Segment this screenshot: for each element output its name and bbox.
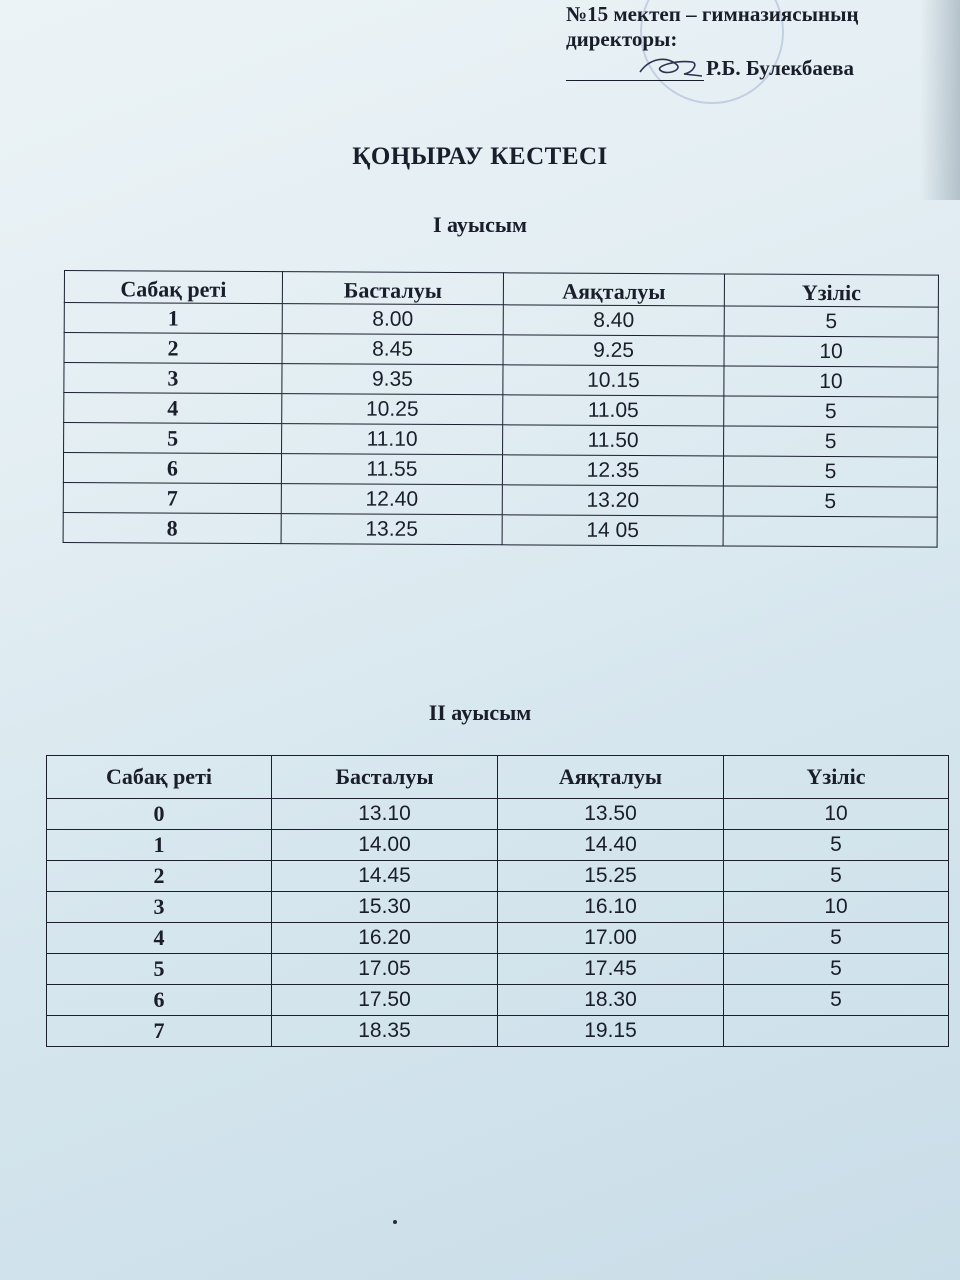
- signature-icon: [636, 52, 706, 82]
- end-time: 13.50: [498, 799, 724, 830]
- lesson-number: 2: [64, 333, 282, 364]
- col-header-start: Басталуы: [282, 272, 503, 305]
- break-minutes: 5: [724, 306, 938, 337]
- end-time: 18.30: [498, 985, 724, 1016]
- col-header-break: Үзіліс: [724, 274, 938, 307]
- signatory-name: Р.Б. Булекбаева: [706, 56, 855, 80]
- table-row: [47, 830, 949, 861]
- break-minutes: 5: [723, 456, 937, 487]
- table-row: [64, 333, 938, 368]
- table-row: [47, 861, 949, 892]
- approval-header: [566, 2, 926, 81]
- start-time: 17.50: [272, 985, 498, 1016]
- paper-speck: [393, 1220, 397, 1224]
- lesson-number: 6: [47, 985, 272, 1016]
- break-minutes: 10: [724, 336, 938, 367]
- table-row: [63, 512, 937, 547]
- start-time: 10.25: [282, 394, 503, 425]
- break-minutes: 10: [724, 799, 949, 830]
- start-time: 17.05: [272, 954, 498, 985]
- start-time: 8.45: [282, 334, 503, 365]
- table-header-row: [47, 756, 949, 799]
- table-row: [47, 1016, 949, 1047]
- lesson-number: 1: [64, 303, 282, 334]
- lesson-number: 5: [47, 954, 272, 985]
- signature-line: [566, 68, 704, 81]
- col-header-end: Аяқталуы: [498, 756, 724, 799]
- end-time: 15.25: [498, 861, 724, 892]
- start-time: 8.00: [282, 304, 503, 335]
- lesson-number: 1: [47, 830, 272, 861]
- start-time: 18.35: [272, 1016, 498, 1047]
- lesson-number: 4: [64, 393, 282, 424]
- shift2-table: [46, 755, 949, 1047]
- lesson-number: 2: [47, 861, 272, 892]
- end-time: 17.00: [498, 923, 724, 954]
- table-row: [64, 393, 938, 428]
- table-row: [47, 799, 949, 830]
- lesson-number: 5: [64, 423, 282, 454]
- director-label: директоры:: [566, 27, 678, 51]
- lesson-number: 7: [63, 482, 281, 513]
- end-time: 10.15: [503, 365, 724, 396]
- start-time: 13.10: [272, 799, 498, 830]
- lesson-number: 4: [47, 923, 272, 954]
- break-minutes: 5: [724, 426, 938, 457]
- start-time: 14.45: [272, 861, 498, 892]
- col-header-break: Үзіліс: [724, 756, 949, 799]
- break-minutes: 5: [724, 985, 949, 1016]
- break-minutes: 5: [724, 830, 949, 861]
- start-time: 14.00: [272, 830, 498, 861]
- lesson-number: 8: [63, 512, 281, 543]
- break-minutes: 5: [724, 954, 949, 985]
- lesson-number: 3: [47, 892, 272, 923]
- col-header-end: Аяқталуы: [503, 273, 724, 306]
- col-header-lesson: Сабақ реті: [47, 756, 272, 799]
- end-time: 19.15: [498, 1016, 724, 1047]
- end-time: 14 05: [502, 515, 723, 546]
- end-time: 12.35: [502, 455, 723, 486]
- col-header-start: Басталуы: [272, 756, 498, 799]
- end-time: 8.40: [503, 305, 724, 336]
- break-minutes: 5: [724, 923, 949, 954]
- lesson-number: 0: [47, 799, 272, 830]
- break-minutes: [724, 1016, 949, 1047]
- end-time: 13.20: [502, 485, 723, 516]
- start-time: 12.40: [281, 484, 502, 515]
- start-time: 11.55: [281, 454, 502, 485]
- signature-row: [566, 56, 926, 81]
- start-time: 15.30: [272, 892, 498, 923]
- end-time: 11.50: [503, 425, 724, 456]
- table-row: [64, 303, 938, 338]
- lesson-number: 7: [47, 1016, 272, 1047]
- lesson-number: 3: [64, 363, 282, 394]
- break-minutes: 10: [724, 366, 938, 397]
- table-row: [47, 954, 949, 985]
- table-row: [64, 363, 938, 398]
- end-time: 9.25: [503, 335, 724, 366]
- break-minutes: [723, 516, 937, 547]
- table-row: [63, 453, 937, 488]
- start-time: 9.35: [282, 364, 503, 395]
- table-row: [47, 892, 949, 923]
- col-header-lesson: Сабақ реті: [64, 271, 282, 304]
- start-time: 16.20: [272, 923, 498, 954]
- end-time: 11.05: [503, 395, 724, 426]
- break-minutes: 5: [724, 396, 938, 427]
- break-minutes: 5: [724, 861, 949, 892]
- start-time: 13.25: [281, 514, 502, 545]
- break-minutes: 10: [724, 892, 949, 923]
- start-time: 11.10: [282, 424, 503, 455]
- table-header-row: [64, 271, 938, 308]
- lesson-number: 6: [63, 453, 281, 484]
- shift1-title: I ауысым: [432, 212, 528, 237]
- table-row: [63, 482, 937, 517]
- end-time: 16.10: [498, 892, 724, 923]
- table-row: [64, 423, 938, 458]
- shift1-table: [63, 270, 939, 548]
- school-name: №15 мектеп – гимназиясының: [566, 2, 859, 26]
- shift2-title: II ауысым: [428, 700, 532, 725]
- end-time: 17.45: [498, 954, 724, 985]
- table-row: [47, 923, 949, 954]
- page-title: ҚОҢЫРАУ КЕСТЕСІ: [352, 143, 608, 170]
- table-row: [47, 985, 949, 1016]
- break-minutes: 5: [723, 486, 937, 517]
- end-time: 14.40: [498, 830, 724, 861]
